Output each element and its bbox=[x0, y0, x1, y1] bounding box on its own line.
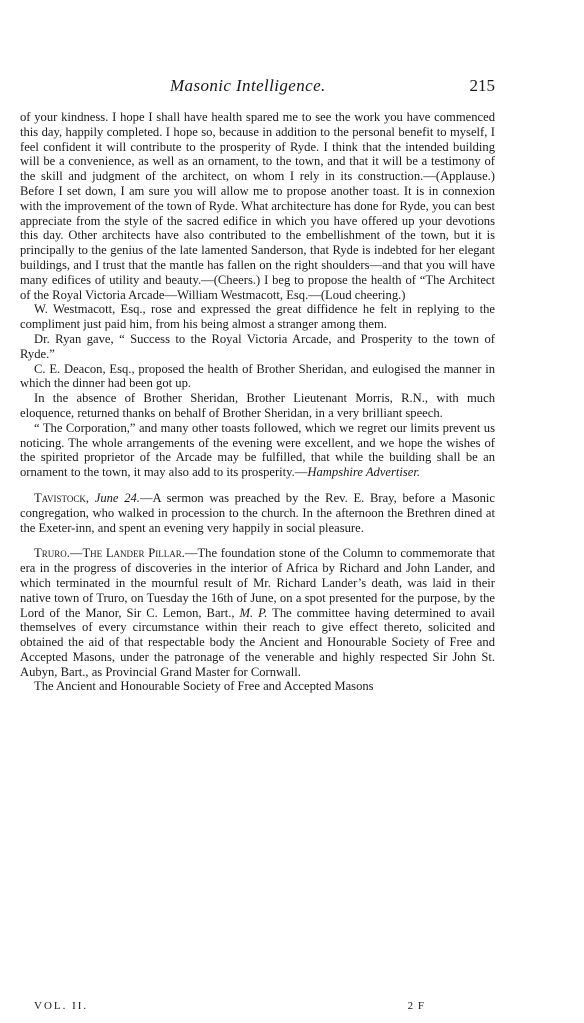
paragraph-masons-continued: The Ancient and Honourable Society of Free and Accepted Masons bbox=[34, 679, 374, 694]
running-head bbox=[20, 76, 495, 98]
paragraph-corporation-toast bbox=[20, 421, 495, 480]
volume-mark: VOL. II. bbox=[34, 1000, 89, 1012]
place-name-tavistock: Tavistock, bbox=[34, 490, 90, 505]
page-footer bbox=[20, 1000, 495, 1016]
paragraph-ryde-speech: of your kindness. I hope I shall have health spared me to see the work you have commenced this day, happily completed. I hope so, because in addition to the personal benefit to myself, I feel confident it will contribute to the prosperity of Ryde. I think that the intended building will be a convenience, as well as an ornament, to the town, and that it will be a testimony of the skill and judgment of the architect, on whom I rely in its construction.—(Applause.) Before I set down, I am sure you will allow me to propose another toast. It is in connexion with the improvement of the town of Ryde. What architecture has done for Ryde, you can best appreciate from the style of the sacred edifice in which you have offered up your devotions this day. Other architects have also contributed to the embellishment of the town, but it is principally to the genius of the late lamented Sanderson, that Ryde is indebted for her elegant buildings, and I trust that the mantle has fallen on the right shoulders—and that you will have many edifices of utility and beauty.—(Cheers.) I beg to propose the health of “The Architect of the Royal Victoria Arcade—William Westmacott, Esq.—(Loud cheering.) bbox=[20, 110, 495, 302]
mp-abbreviation: M. P. bbox=[239, 605, 268, 620]
paragraph-westmacott-reply: W. Westmacott, Esq., rose and expressed the great diffidence he felt in replying to the compliment just paid him, from his being almost a stranger among them. bbox=[20, 302, 495, 332]
section-gap bbox=[20, 535, 495, 546]
body-text bbox=[20, 110, 495, 694]
paragraph-truro bbox=[20, 546, 495, 679]
truro-dash: — bbox=[69, 546, 83, 561]
paragraph-tavistock bbox=[20, 491, 495, 535]
truro-text-a: —The foundation stone of the Column to commemorate that era in the progress of discoveries in the interior of Africa by Richard and John Lander, and which terminated in the mournful result of Mr. Richard Lander’s death, was laid in their native town of Truro, on Tuesday the 16th of June, on a spot presented for the purpose, by the Lord of the Manor, Sir C. Lemon, Bart., bbox=[20, 546, 495, 620]
paragraph-deacon-toast: C. E. Deacon, Esq., proposed the health of Brother Sheridan, and eulogised the manner in which the dinner had been got up. bbox=[20, 361, 495, 391]
heading-lander-pillar: The Lander Pillar. bbox=[82, 546, 185, 561]
paragraph-ryan-toast: Dr. Ryan gave, “ Success to the Royal Victoria Arcade, and Prosperity to the town of Ryde.” bbox=[20, 331, 495, 361]
corporation-text: “ The Corporation,” and many other toasts followed, which we regret our limits prevent us noticing. The whole arrangements of the evening were excellent, and we hope the wishes of the spirited proprietor of the Arcade may be fulfilled, that while the building shall be an ornament to the town, it may also add to its prosperity.— bbox=[20, 420, 495, 480]
signature-mark: 2 F bbox=[407, 1000, 425, 1012]
truro-text-b: The committee having determined to avail themselves of every circumstance within their reach to give effect thereto, solicited and obtained the aid of that respectable body the Ancient and Honourable Society of Free and Accepted Masons, under the patronage of the venerable and highly respected Sir John St. Aubyn, Bart., as Provincial Grand Master for Cornwall. bbox=[20, 605, 495, 679]
tavistock-text: —A sermon was preached by the Rev. E. Bray, before a Masonic congregation, who walked in procession to the church. In the afternoon the Brethren dined at the Exeter-inn, and spent an evening very happily in social pleasure. bbox=[20, 490, 496, 535]
place-name-truro: Truro. bbox=[34, 546, 70, 561]
page-number: 215 bbox=[469, 76, 495, 95]
running-title: Masonic Intelligence. bbox=[170, 76, 326, 95]
source-citation: Hampshire Advertiser. bbox=[307, 465, 421, 480]
date-tavistock: June 24. bbox=[94, 490, 140, 505]
section-gap bbox=[20, 480, 495, 491]
paragraph-morris-thanks: In the absence of Brother Sheridan, Brother Lieutenant Morris, R.N., with much eloquence, returned thanks on behalf of Brother Sheridan, in a very brilliant speech. bbox=[20, 391, 495, 420]
